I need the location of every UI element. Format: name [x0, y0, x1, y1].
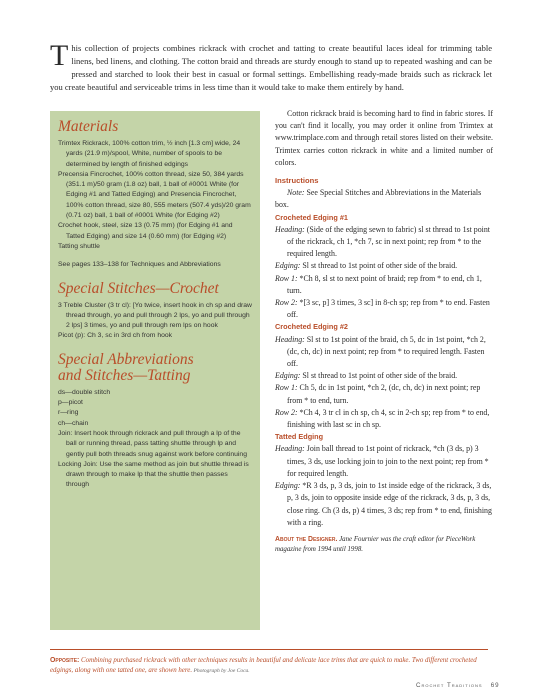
edging1-heading-step — [275, 224, 493, 261]
edging1-row2-step — [275, 297, 493, 321]
abbrev-item: Join: Insert hook through rickrack and pull through a lp of the ball or running thread, pass tatting shuttle through lp and gently pull both threads snug against work before continuing — [58, 429, 247, 458]
caption-label: Opposite: — [50, 657, 80, 664]
abbrev-item: r—ring — [58, 409, 79, 417]
step-text: Join ball thread to 1st point of rickrack, *ch (3 ds, p) 3 times, 3 ds, use locking join to join to the next point; rep from * for required length. — [287, 444, 489, 478]
edging2-row2-step — [275, 407, 493, 431]
tatted-edging-step — [275, 480, 493, 529]
abbrev-item: p—picot — [58, 399, 83, 407]
step-text: (Side of the edging sewn to fabric) sl st thread to 1st point of the rickrack, ch 1, *ch 7, sc in next point; rep from * to the required length. — [287, 224, 490, 259]
material-item: Trimtex Rickrack, 100% cotton trim, ½ inch [1.3 cm] wide, 24 yards (21.9 m)/spool, White, number of spools to be determined by length of finished edgings — [58, 140, 241, 168]
special-tatting-heading-line1: Special Abbreviations — [58, 350, 194, 368]
stitch-item: 3 Treble Cluster (3 tr cl): [Yo twice, insert hook in ch sp and draw thread through, yo and pull through 2 lps, yo and pull through 2 lps] 3 times, yo and pull through rem lps on hook — [58, 301, 252, 330]
edging2-heading: Crocheted Edging #2 — [275, 322, 348, 332]
note-label: Note: — [287, 188, 305, 198]
abbrev-item: ds—double stitch — [58, 388, 111, 396]
see-pages-note: See pages 133–138 for Techniques and Abbreviations — [58, 261, 221, 269]
materials-sidebar — [50, 111, 260, 630]
step-label: Row 2: — [275, 407, 298, 417]
abbrev-item: Locking Join: Use the same method as join but shuttle thread is drawn through to make lp that the shuttle then passes through — [58, 460, 249, 489]
edging1-row1-step — [275, 273, 493, 297]
instructions-heading: Instructions — [275, 176, 319, 186]
step-text: *Ch 4, 3 tr cl in ch sp, ch 4, sc in 2-ch sp; rep from * to end, finishing with last sc in ch sp. — [287, 407, 490, 430]
tatted-heading-step — [275, 443, 493, 480]
step-label: Row 1: — [275, 383, 298, 393]
edging2-edging-step — [275, 370, 493, 382]
designer-text: Jane Fournier was the craft editor for PieceWork magazine from 1994 until 1998. — [275, 535, 476, 553]
step-label: Edging: — [275, 371, 301, 381]
material-item: Precensia Fincrochet, 100% cotton thread, size 50, 384 yards (351.1 m)/50 gram (1.8 oz) ball, 1 ball of #0001 White (for Edging #1 and Tatted Edging) and Presencia Fincrochet, 100% cotton thread, size 80, 555 meters (507.4 yds)/20 gram (0.71 oz) ball, 1 ball of #0001 White (for Edging #2) — [58, 170, 251, 220]
about-designer — [275, 535, 493, 555]
step-label: Edging: — [275, 481, 301, 491]
photo-credit: Photograph by Joe Coca. — [192, 667, 250, 674]
page-number: 69 — [490, 682, 500, 689]
instructions-column — [275, 108, 493, 555]
intro-paragraph — [50, 39, 492, 94]
drop-cap: T — [50, 39, 69, 72]
caption-text: Combining purchased rickrack with other techniques results in beautiful and delicate lace trims that are quick to make. Two different crocheted edgings, along with one tatted one, are shown here. — [50, 657, 477, 674]
step-text: Sl st to 1st point of the braid, ch 5, dc in 1st point, *ch 2, (dc, ch, dc) in next point; rep from * to required length. Fasten off. — [287, 334, 486, 369]
step-label: Row 1: — [275, 273, 298, 283]
stitch-item: Picot (p): Ch 3, sc in 3rd ch from hook — [58, 332, 173, 340]
step-label: Edging: — [275, 261, 301, 271]
material-item: Tatting shuttle — [58, 242, 100, 250]
running-footer: Crochet Traditions — [416, 682, 483, 689]
materials-heading: Materials — [58, 118, 119, 135]
special-tatting-heading-line2: and Stitches—Tatting — [58, 366, 191, 384]
edging1-heading: Crocheted Edging #1 — [275, 212, 348, 222]
abbrev-item: ch—chain — [58, 419, 89, 427]
step-text: Sl st thread to 1st point of other side of the braid. — [300, 371, 458, 381]
note-text: See Special Stitches and Abbreviations in the Materials box. — [275, 188, 482, 210]
note-line — [275, 187, 493, 211]
material-item: Crochet hook, steel, size 13 (0.75 mm) (for Edging #1 and Tatted Edging) and size 14 (0.60 mm) (for Edging #2) — [58, 222, 233, 240]
designer-label: About the Designer. — [275, 535, 338, 543]
special-stitches-crochet-heading: Special Stitches—Crochet — [58, 279, 219, 297]
step-label: Heading: — [275, 444, 305, 454]
step-label: Row 2: — [275, 298, 298, 308]
edging1-edging-step — [275, 260, 493, 272]
step-label: Heading: — [275, 224, 305, 234]
step-text: Ch 5, dc in 1st point, *ch 2, (dc, ch, dc) in next point; rep from * to end, turn. — [287, 383, 481, 405]
intro-text: his collection of projects combines rickrack with crochet and tatting to create beautiful laces ideal for trimming table linens, bed linens, and clothing. The cotton braid and threads are sturdy enough to stand up to repeated washing and can be pressed and starched to look their best in casual or formal settings. Embellishing ready-made braids such as rickrack let you create beautiful and serviceable trims in less time than it would take to make them entirely by hand. — [50, 43, 492, 92]
step-label: Heading: — [275, 334, 305, 344]
edging2-row1-step — [275, 382, 493, 406]
step-text: *[3 sc, p] 3 times, 3 sc] in 8-ch sp; rep from * to end. Fasten off. — [287, 298, 490, 320]
edging2-heading-step — [275, 334, 493, 371]
footer-divider — [50, 649, 488, 650]
step-text: Sl st thread to 1st point of other side of the braid. — [300, 261, 458, 271]
page-folio — [416, 682, 500, 689]
step-text: *R 3 ds, p, 3 ds, join to 1st inside edge of the rickrack, 3 ds, p, 3 ds, join to opposite inside edge of the rickrack, 3 ds, p, 3 ds, close ring. Ch (3 ds, p) 4 times, 3 ds; rep from * to end, finishing with a ring. — [287, 481, 492, 527]
rickrack-availability-paragraph: Cotton rickrack braid is becoming hard to find in fabric stores. If you can't find it locally, you may order it online from Trimtex at www.trimplace.com and through retail stores listed on their website. Trimtex carries cotton rickrack in white and a limited number of colors. — [275, 109, 493, 167]
tatted-edging-heading: Tatted Edging — [275, 432, 324, 442]
step-text: *Ch 8, sl st to next point of braid; rep from * to end, ch 1, turn. — [287, 273, 482, 295]
photo-caption — [50, 656, 480, 676]
